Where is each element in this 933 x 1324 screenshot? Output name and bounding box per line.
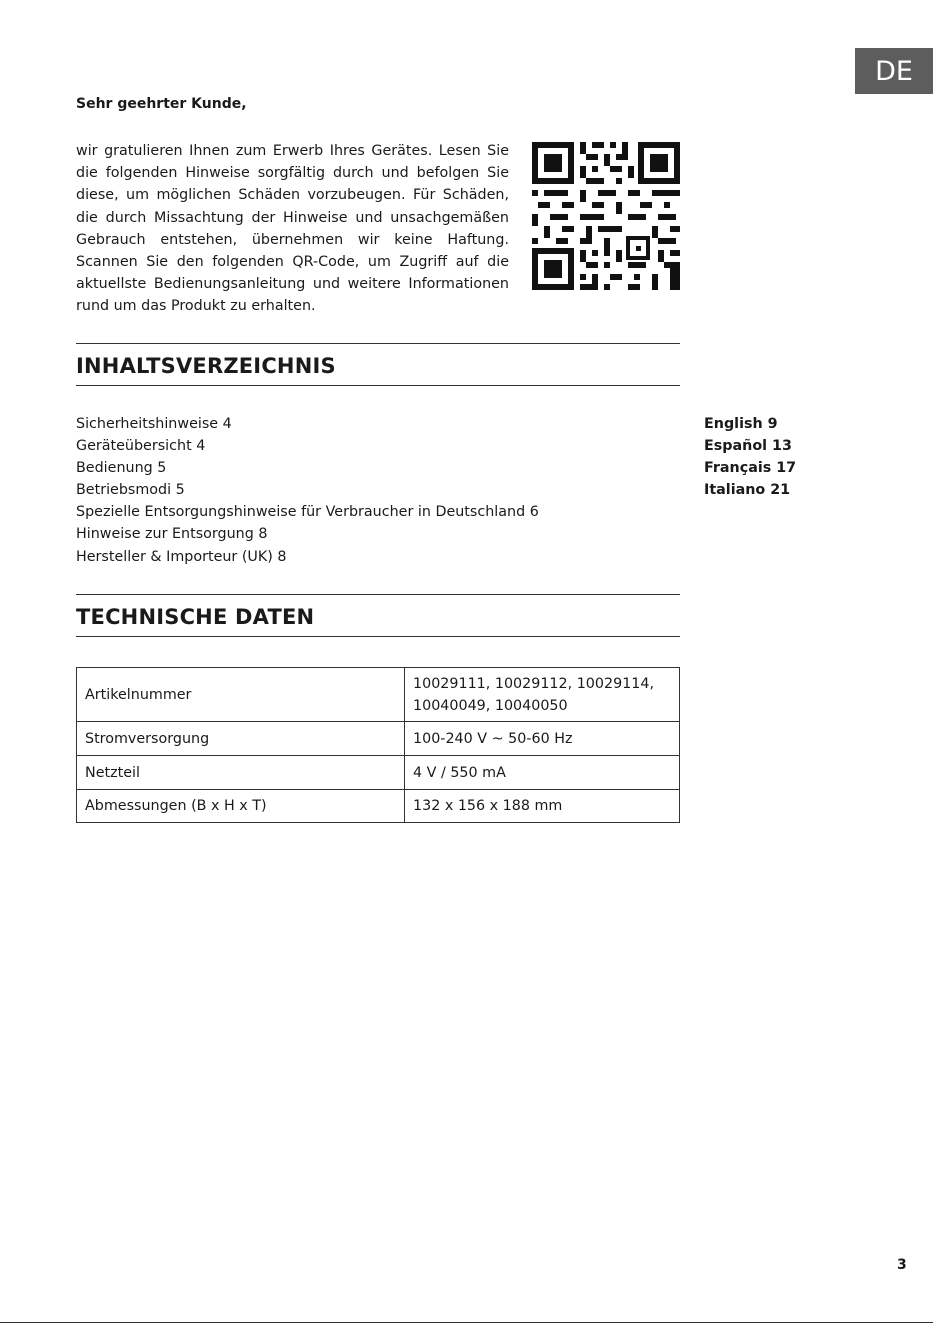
spec-value: 100-240 V ~ 50-60 Hz [405,722,680,756]
specs-bottom-rule [76,636,680,637]
spec-value-line: 10029111, 10029112, 10029114, [413,675,655,692]
spec-value-line: 10040049, 10040050 [413,697,568,714]
toc-item[interactable]: Sicherheitshinweise 4 [76,416,232,432]
spec-value: 132 x 156 x 188 mm [405,790,680,823]
spec-label: Artikelnummer [77,668,405,722]
spec-label: Stromversorgung [77,722,405,756]
spec-value [405,668,680,722]
language-list [704,413,796,501]
toc-item[interactable]: Bedienung 5 [76,460,167,477]
language-item-italiano[interactable]: Italiano 21 [704,482,791,499]
toc-item[interactable]: Hersteller & Importeur (UK) 8 [76,548,287,565]
toc-top-rule [76,343,680,344]
language-tab: DE [855,48,933,94]
table-row [77,722,680,756]
spec-label: Abmessungen (B x H x T) [77,790,405,823]
language-item-english[interactable]: English 9 [704,416,778,432]
table-row [77,756,680,790]
table-row [77,790,680,823]
intro-paragraph: wir gratulieren Ihnen zum Erwerb Ihres Gerätes. Lesen Sie die folgenden Hinweise sorgfältig durch und befolgen Sie diese, um möglichen Schäden vorzubeugen. Für Schäden, die durch Missachtung der Hinweise und unsachgemäßen Gebrauch entstehen, übernehmen wir keine Haftung. Scannen Sie den folgenden QR-Code, um Zugriff auf die aktuellste Bedienungsanleitung und weitere Informationen rund um das Produkt zu erhalten. [76,143,509,315]
specs-table [76,667,680,823]
toc-list [76,413,539,568]
page-number: 3 [897,1257,907,1273]
toc-item[interactable]: Betriebsmodi 5 [76,482,185,499]
table-row [77,668,680,722]
toc-bottom-rule [76,385,680,386]
salutation: Sehr geehrter Kunde, [76,96,247,112]
toc-heading: INHALTSVERZEICHNIS [76,354,336,378]
toc-item[interactable]: Hinweise zur Entsorgung 8 [76,526,268,543]
toc-item[interactable]: Geräteübersicht 4 [76,438,206,455]
specs-top-rule [76,594,680,595]
language-item-espanol[interactable]: Español 13 [704,438,792,455]
specs-heading: TECHNISCHE DATEN [76,605,315,629]
toc-item[interactable]: Spezielle Entsorgungshinweise für Verbraucher in Deutschland 6 [76,504,539,521]
spec-value: 4 V / 550 mA [405,756,680,790]
language-item-francais[interactable]: Français 17 [704,460,797,477]
spec-label: Netzteil [77,756,405,790]
qr-code-icon [532,142,680,290]
page-bottom-rule [0,1322,933,1323]
